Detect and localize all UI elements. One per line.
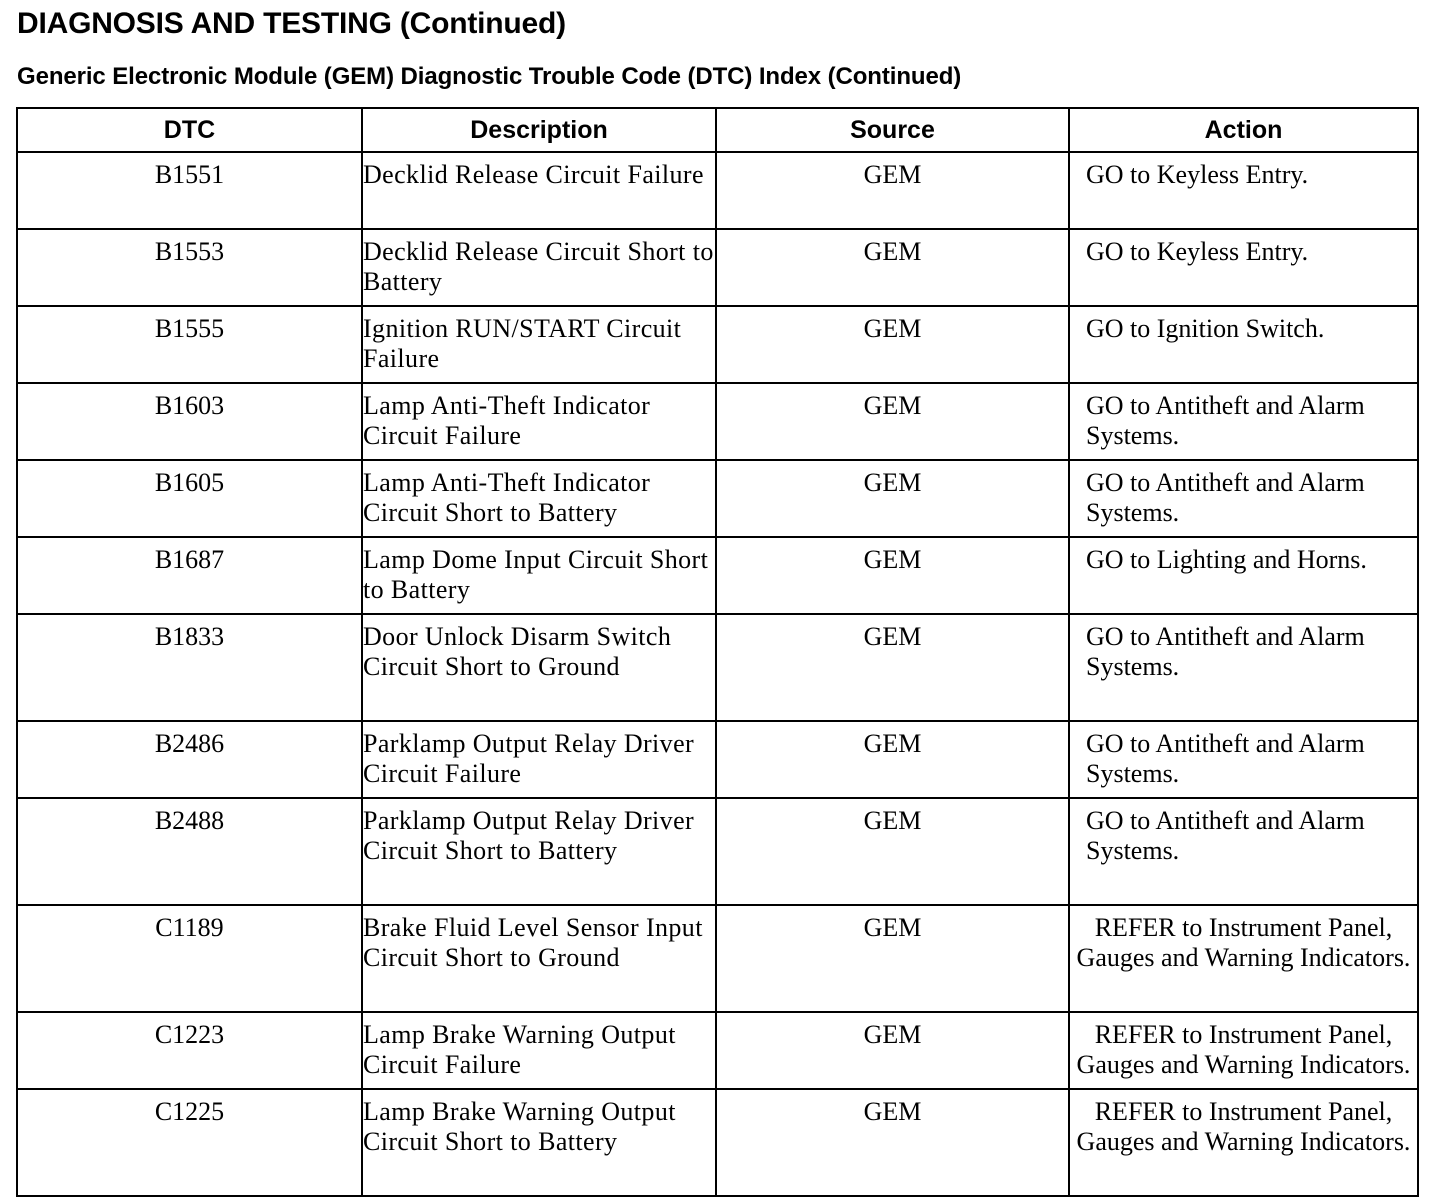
header-action: Action <box>1069 108 1418 152</box>
table-row <box>17 537 1418 614</box>
dtc-code-cell: B1555 <box>17 306 362 383</box>
page-title: DIAGNOSIS AND TESTING (Continued) <box>17 7 566 40</box>
table-row <box>17 614 1418 721</box>
action-cell: REFER to Instrument Panel, Gauges and Warning Indicators. <box>1069 905 1418 1012</box>
description-cell: Lamp Brake Warning Output Circuit Failure <box>362 1012 716 1089</box>
description-cell: Lamp Anti-Theft Indicator Circuit Short to Battery <box>362 460 716 537</box>
description-cell: Parklamp Output Relay Driver Circuit Failure <box>362 721 716 798</box>
dtc-code-cell: B1551 <box>17 152 362 229</box>
table-header-row <box>17 108 1418 152</box>
action-cell: REFER to Instrument Panel, Gauges and Warning Indicators. <box>1069 1012 1418 1089</box>
table-row <box>17 798 1418 905</box>
source-cell: GEM <box>716 460 1069 537</box>
dtc-code-cell: B1833 <box>17 614 362 721</box>
description-cell: Door Unlock Disarm Switch Circuit Short to Ground <box>362 614 716 721</box>
source-cell: GEM <box>716 152 1069 229</box>
table-row <box>17 383 1418 460</box>
action-cell: GO to Keyless Entry. <box>1069 152 1418 229</box>
dtc-code-cell: B1687 <box>17 537 362 614</box>
table-row <box>17 721 1418 798</box>
source-cell: GEM <box>716 306 1069 383</box>
action-cell: GO to Antitheft and Alarm Systems. <box>1069 460 1418 537</box>
table-row <box>17 905 1418 1012</box>
description-cell: Parklamp Output Relay Driver Circuit Short to Battery <box>362 798 716 905</box>
action-cell: GO to Antitheft and Alarm Systems. <box>1069 614 1418 721</box>
source-cell: GEM <box>716 614 1069 721</box>
dtc-code-cell: B2486 <box>17 721 362 798</box>
description-cell: Decklid Release Circuit Short to Battery <box>362 229 716 306</box>
table-row <box>17 460 1418 537</box>
dtc-code-cell: C1223 <box>17 1012 362 1089</box>
source-cell: GEM <box>716 1012 1069 1089</box>
dtc-code-cell: B1553 <box>17 229 362 306</box>
description-cell: Ignition RUN/START Circuit Failure <box>362 306 716 383</box>
source-cell: GEM <box>716 537 1069 614</box>
source-cell: GEM <box>716 798 1069 905</box>
header-dtc: DTC <box>17 108 362 152</box>
action-cell: GO to Antitheft and Alarm Systems. <box>1069 798 1418 905</box>
source-cell: GEM <box>716 721 1069 798</box>
dtc-index-table <box>16 107 1419 1197</box>
dtc-code-cell: C1225 <box>17 1089 362 1196</box>
source-cell: GEM <box>716 229 1069 306</box>
dtc-code-cell: C1189 <box>17 905 362 1012</box>
table-row <box>17 1089 1418 1196</box>
action-cell: REFER to Instrument Panel, Gauges and Warning Indicators. <box>1069 1089 1418 1196</box>
action-cell: GO to Lighting and Horns. <box>1069 537 1418 614</box>
description-cell: Lamp Dome Input Circuit Short to Battery <box>362 537 716 614</box>
section-title: Generic Electronic Module (GEM) Diagnostic Trouble Code (DTC) Index (Continued) <box>17 63 962 90</box>
table-row <box>17 152 1418 229</box>
description-cell: Decklid Release Circuit Failure <box>362 152 716 229</box>
table-row <box>17 306 1418 383</box>
source-cell: GEM <box>716 1089 1069 1196</box>
dtc-code-cell: B1605 <box>17 460 362 537</box>
table-row <box>17 229 1418 306</box>
table-row <box>17 1012 1418 1089</box>
dtc-code-cell: B2488 <box>17 798 362 905</box>
action-cell: GO to Antitheft and Alarm Systems. <box>1069 721 1418 798</box>
source-cell: GEM <box>716 905 1069 1012</box>
action-cell: GO to Antitheft and Alarm Systems. <box>1069 383 1418 460</box>
action-cell: GO to Ignition Switch. <box>1069 306 1418 383</box>
action-cell: GO to Keyless Entry. <box>1069 229 1418 306</box>
dtc-code-cell: B1603 <box>17 383 362 460</box>
description-cell: Brake Fluid Level Sensor Input Circuit Short to Ground <box>362 905 716 1012</box>
header-description: Description <box>362 108 716 152</box>
source-cell: GEM <box>716 383 1069 460</box>
description-cell: Lamp Brake Warning Output Circuit Short to Battery <box>362 1089 716 1196</box>
header-source: Source <box>716 108 1069 152</box>
description-cell: Lamp Anti-Theft Indicator Circuit Failure <box>362 383 716 460</box>
